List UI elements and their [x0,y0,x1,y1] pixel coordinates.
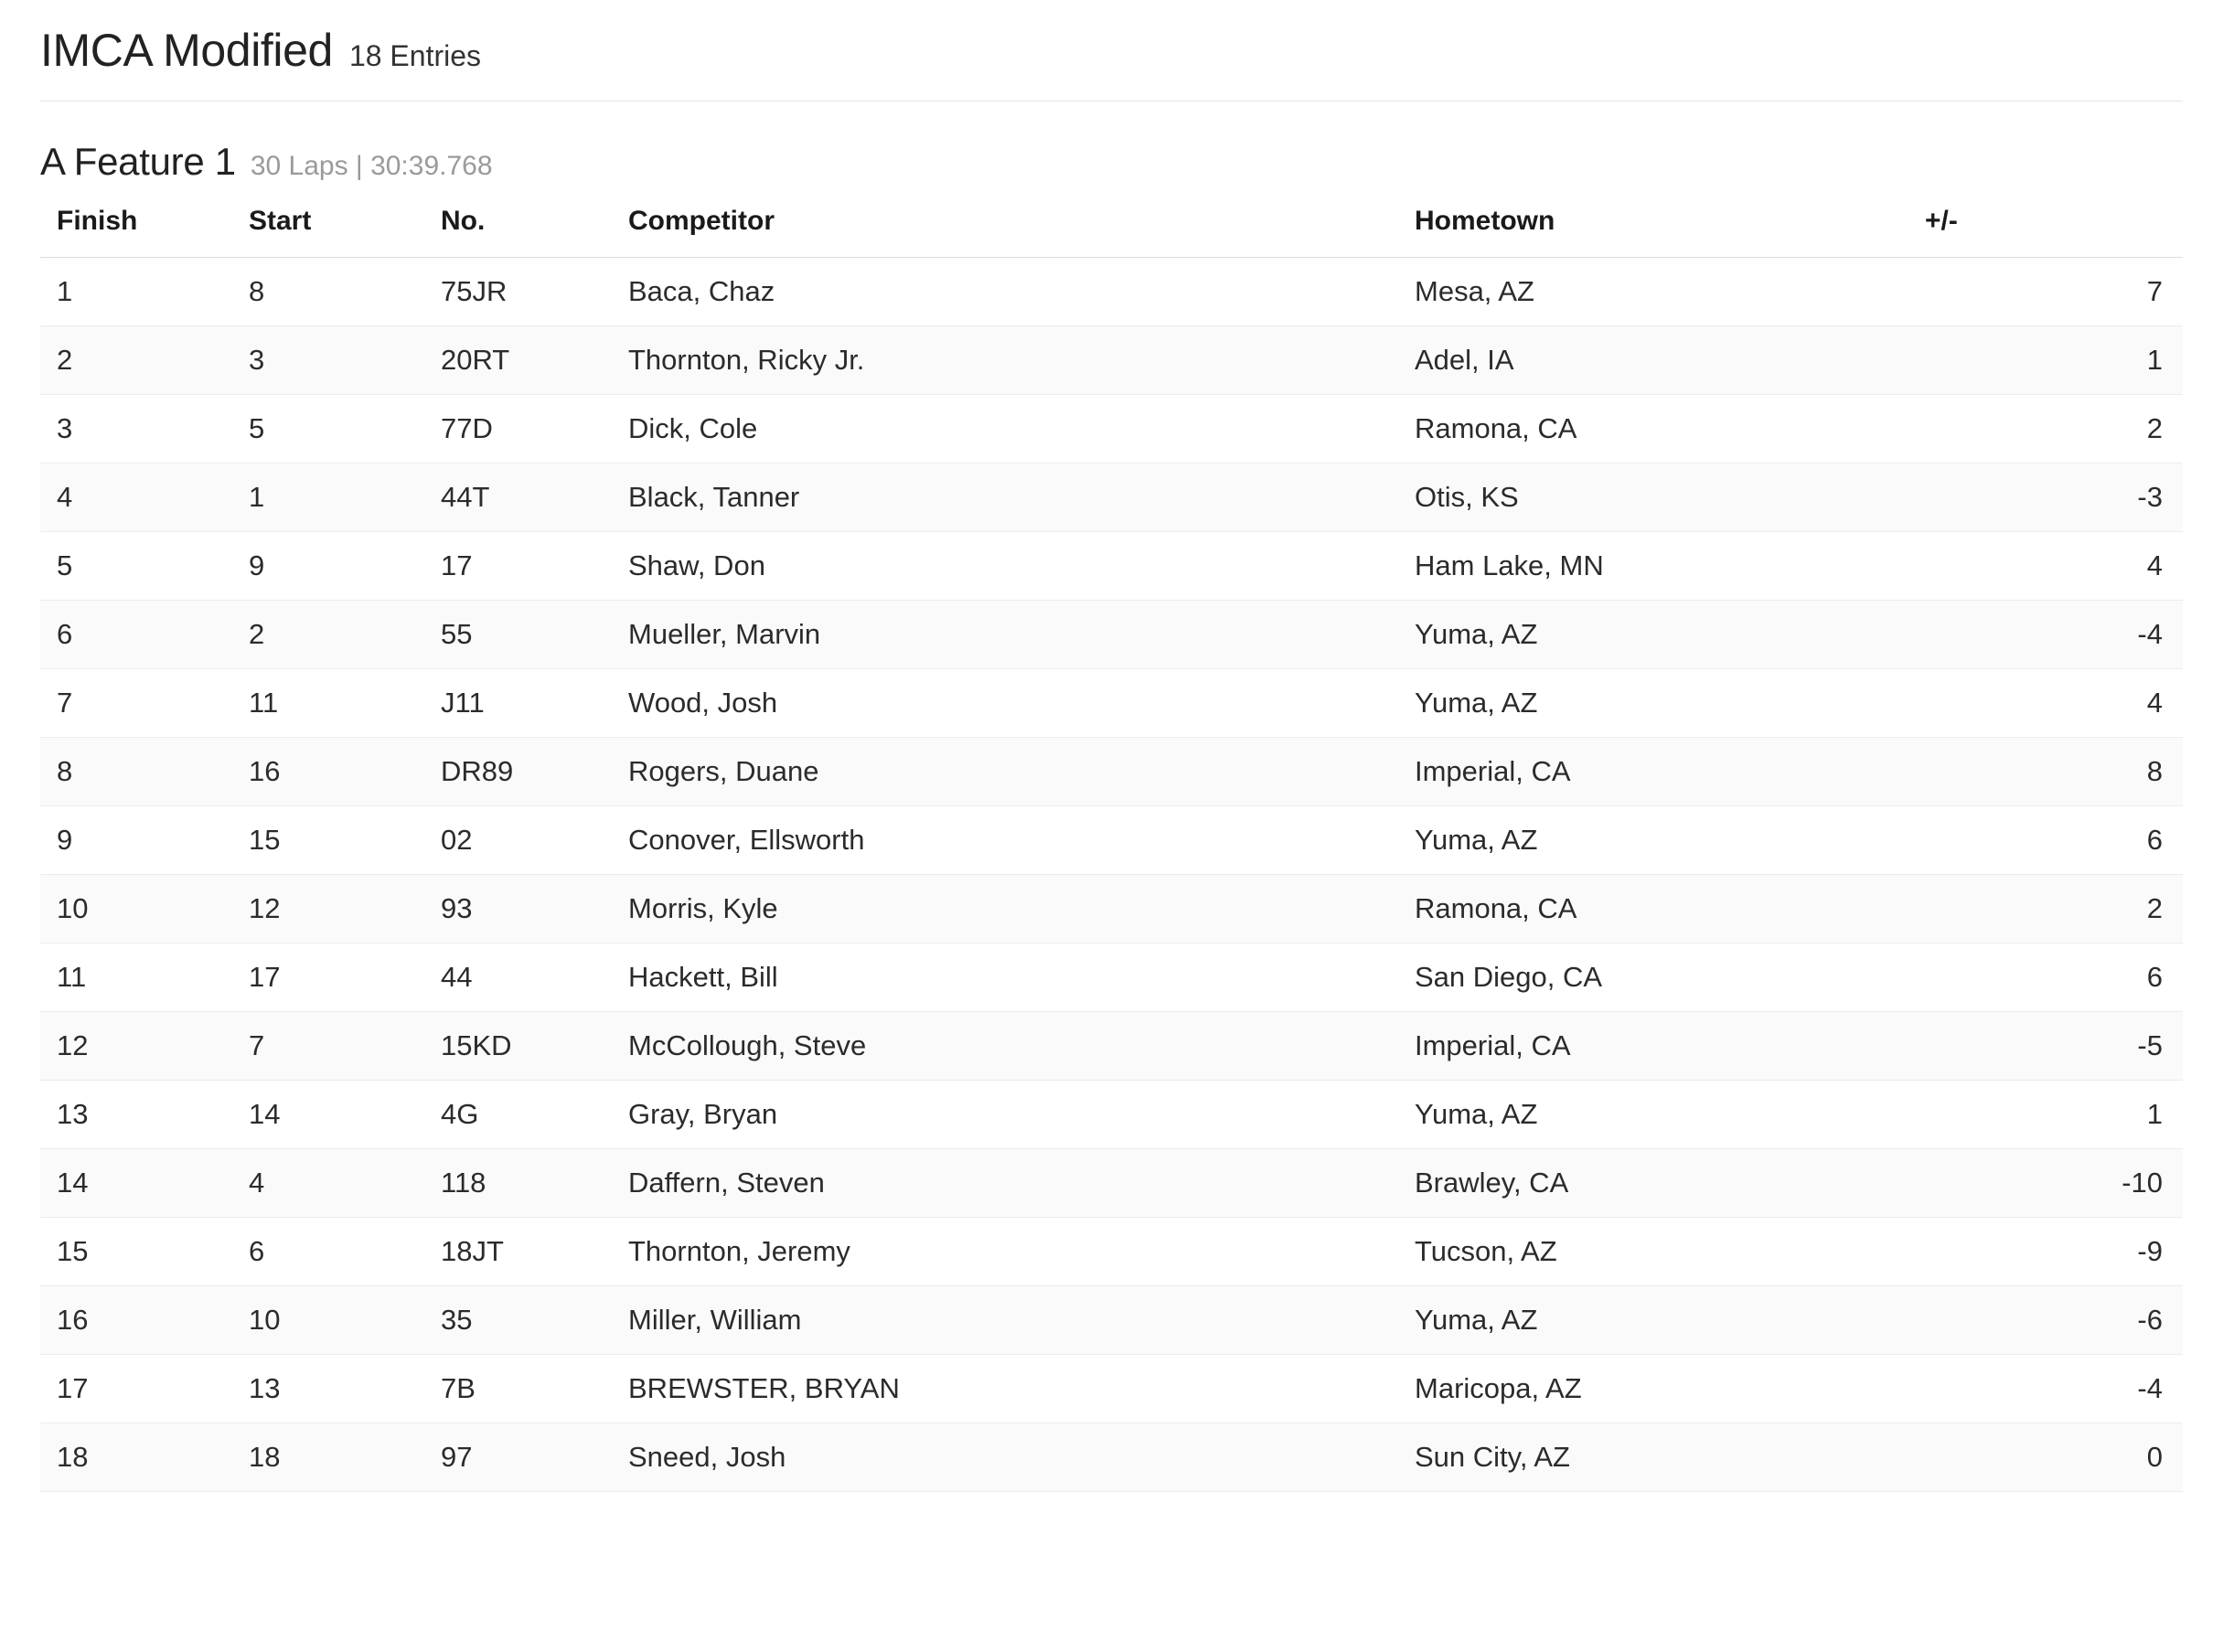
cell-hometown: Ramona, CA [1415,395,1925,464]
cell-car-number: 55 [441,601,628,669]
cell-car-number: J11 [441,669,628,738]
table-header-row [40,200,2183,258]
cell-plus-minus: -9 [1925,1218,2183,1286]
cell-start: 15 [249,806,441,875]
cell-competitor: Dick, Cole [628,395,1415,464]
cell-car-number: 7B [441,1355,628,1423]
table-row [40,669,2183,738]
column-header-no: No. [441,200,628,258]
cell-start: 10 [249,1286,441,1355]
results-table-body [40,258,2183,1492]
cell-finish: 14 [40,1149,249,1218]
cell-hometown: Yuma, AZ [1415,669,1925,738]
cell-finish: 3 [40,395,249,464]
cell-plus-minus: 8 [1925,738,2183,806]
cell-car-number: 15KD [441,1012,628,1081]
cell-plus-minus: 1 [1925,1081,2183,1149]
cell-start: 13 [249,1355,441,1423]
cell-competitor: Black, Tanner [628,464,1415,532]
table-row [40,464,2183,532]
cell-hometown: Yuma, AZ [1415,1081,1925,1149]
column-header-start: Start [249,200,441,258]
table-row [40,875,2183,943]
results-table-head [40,200,2183,258]
table-row [40,1423,2183,1492]
cell-finish: 15 [40,1218,249,1286]
cell-hometown: Adel, IA [1415,326,1925,395]
cell-competitor: Miller, William [628,1286,1415,1355]
table-row [40,326,2183,395]
cell-start: 7 [249,1012,441,1081]
cell-finish: 16 [40,1286,249,1355]
cell-finish: 13 [40,1081,249,1149]
cell-start: 12 [249,875,441,943]
cell-competitor: Daffern, Steven [628,1149,1415,1218]
cell-competitor: Shaw, Don [628,532,1415,601]
cell-start: 5 [249,395,441,464]
cell-car-number: 118 [441,1149,628,1218]
table-row [40,601,2183,669]
cell-start: 3 [249,326,441,395]
cell-competitor: Thornton, Ricky Jr. [628,326,1415,395]
cell-car-number: 35 [441,1286,628,1355]
table-row [40,1012,2183,1081]
cell-competitor: Morris, Kyle [628,875,1415,943]
cell-finish: 17 [40,1355,249,1423]
cell-plus-minus: -5 [1925,1012,2183,1081]
cell-competitor: Sneed, Josh [628,1423,1415,1492]
column-header-competitor: Competitor [628,200,1415,258]
cell-hometown: Ham Lake, MN [1415,532,1925,601]
cell-finish: 9 [40,806,249,875]
cell-start: 6 [249,1218,441,1286]
cell-car-number: 75JR [441,258,628,326]
cell-hometown: Yuma, AZ [1415,1286,1925,1355]
cell-competitor: Conover, Ellsworth [628,806,1415,875]
table-row [40,1218,2183,1286]
feature-header [40,140,2183,184]
class-title: IMCA Modified [40,25,333,76]
cell-car-number: 77D [441,395,628,464]
cell-finish: 7 [40,669,249,738]
cell-finish: 8 [40,738,249,806]
cell-car-number: 97 [441,1423,628,1492]
cell-start: 4 [249,1149,441,1218]
cell-start: 16 [249,738,441,806]
cell-competitor: Baca, Chaz [628,258,1415,326]
cell-finish: 10 [40,875,249,943]
cell-car-number: 93 [441,875,628,943]
cell-competitor: Rogers, Duane [628,738,1415,806]
cell-car-number: 02 [441,806,628,875]
cell-finish: 5 [40,532,249,601]
class-entries-count: 18 Entries [348,39,482,72]
cell-start: 14 [249,1081,441,1149]
cell-plus-minus: 6 [1925,943,2183,1012]
cell-finish: 12 [40,1012,249,1081]
column-header-hometown: Hometown [1415,200,1925,258]
cell-plus-minus: 2 [1925,395,2183,464]
cell-finish: 1 [40,258,249,326]
table-row [40,258,2183,326]
cell-start: 17 [249,943,441,1012]
cell-hometown: Yuma, AZ [1415,601,1925,669]
cell-competitor: BREWSTER, BRYAN [628,1355,1415,1423]
cell-plus-minus: 6 [1925,806,2183,875]
cell-hometown: Brawley, CA [1415,1149,1925,1218]
cell-car-number: 17 [441,532,628,601]
cell-finish: 6 [40,601,249,669]
cell-plus-minus: 2 [1925,875,2183,943]
column-header-finish: Finish [40,200,249,258]
cell-competitor: Hackett, Bill [628,943,1415,1012]
cell-plus-minus: -3 [1925,464,2183,532]
table-row [40,806,2183,875]
cell-car-number: DR89 [441,738,628,806]
cell-car-number: 20RT [441,326,628,395]
cell-start: 8 [249,258,441,326]
cell-car-number: 4G [441,1081,628,1149]
table-row [40,1286,2183,1355]
cell-hometown: Yuma, AZ [1415,806,1925,875]
cell-plus-minus: 0 [1925,1423,2183,1492]
table-row [40,1081,2183,1149]
table-row [40,395,2183,464]
cell-competitor: McCollough, Steve [628,1012,1415,1081]
cell-hometown: Tucson, AZ [1415,1218,1925,1286]
cell-car-number: 44 [441,943,628,1012]
cell-car-number: 18JT [441,1218,628,1286]
class-header [40,24,2183,101]
column-header-plus-minus: +/- [1925,200,2183,258]
cell-plus-minus: 4 [1925,669,2183,738]
cell-start: 1 [249,464,441,532]
cell-competitor: Gray, Bryan [628,1081,1415,1149]
cell-plus-minus: 4 [1925,532,2183,601]
cell-hometown: Sun City, AZ [1415,1423,1925,1492]
cell-start: 18 [249,1423,441,1492]
cell-finish: 18 [40,1423,249,1492]
cell-finish: 4 [40,464,249,532]
feature-title: A Feature 1 [40,140,236,183]
table-row [40,738,2183,806]
cell-plus-minus: -4 [1925,601,2183,669]
cell-start: 9 [249,532,441,601]
cell-finish: 2 [40,326,249,395]
cell-hometown: Maricopa, AZ [1415,1355,1925,1423]
cell-plus-minus: -4 [1925,1355,2183,1423]
cell-car-number: 44T [441,464,628,532]
cell-plus-minus: -10 [1925,1149,2183,1218]
cell-competitor: Wood, Josh [628,669,1415,738]
cell-hometown: Mesa, AZ [1415,258,1925,326]
cell-hometown: San Diego, CA [1415,943,1925,1012]
cell-hometown: Imperial, CA [1415,738,1925,806]
cell-finish: 11 [40,943,249,1012]
cell-competitor: Thornton, Jeremy [628,1218,1415,1286]
cell-hometown: Ramona, CA [1415,875,1925,943]
cell-plus-minus: -6 [1925,1286,2183,1355]
cell-start: 2 [249,601,441,669]
table-row [40,943,2183,1012]
table-row [40,1355,2183,1423]
feature-subtitle: 30 Laps | 30:39.768 [250,151,493,181]
cell-hometown: Otis, KS [1415,464,1925,532]
table-row [40,532,2183,601]
cell-start: 11 [249,669,441,738]
cell-plus-minus: 7 [1925,258,2183,326]
results-table [40,200,2183,1492]
cell-hometown: Imperial, CA [1415,1012,1925,1081]
cell-competitor: Mueller, Marvin [628,601,1415,669]
table-row [40,1149,2183,1218]
cell-plus-minus: 1 [1925,326,2183,395]
